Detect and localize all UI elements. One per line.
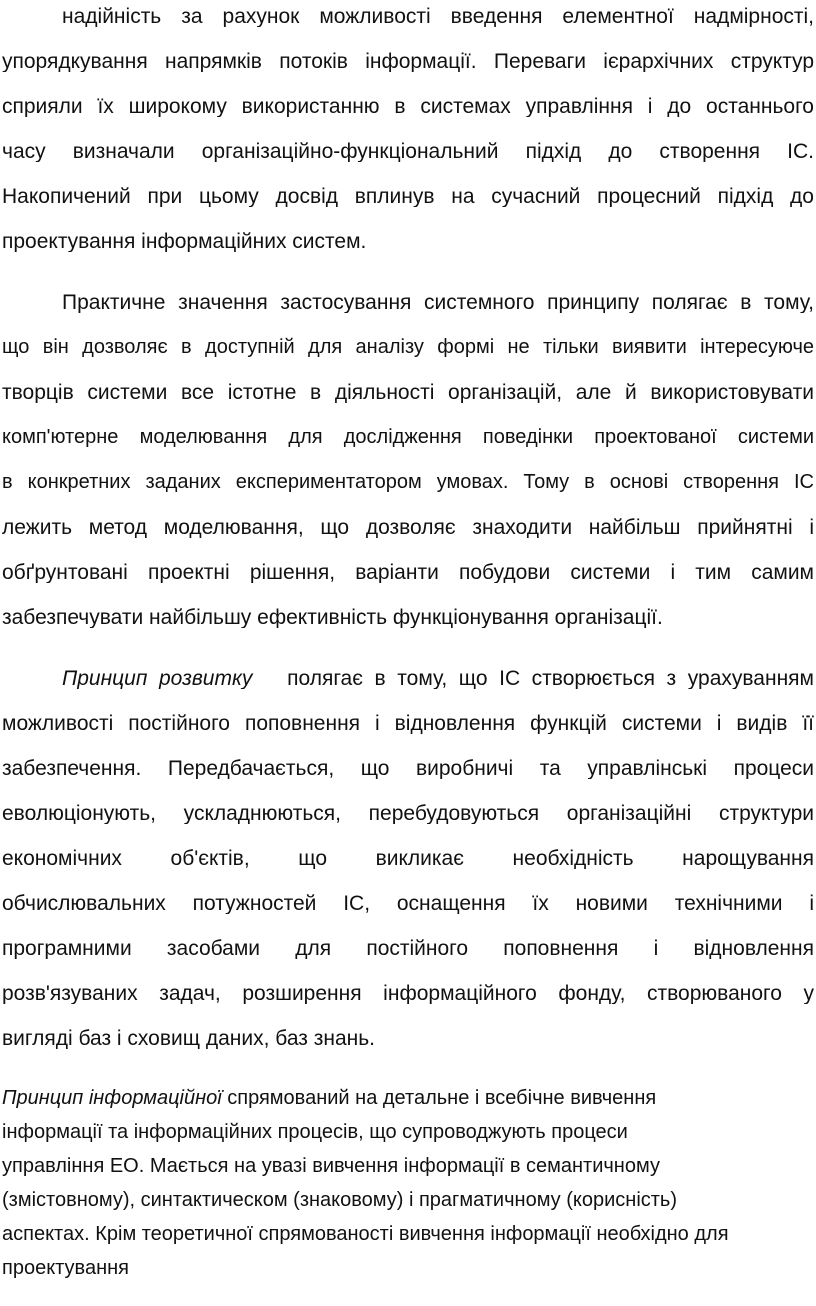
paragraph-4-line-6: проектування (2, 1258, 130, 1278)
paragraph-3-line-4: еволюціонують, ускладнюються, перебудовуються організаційні структури (2, 803, 814, 824)
paragraph-4-line-4: (змістовному), синтактическом (знаковому) і прагматичному (корисність) (2, 1190, 677, 1210)
paragraph-1-line-1: надійність за рахунок можливості введення елементної надмірності, (62, 6, 814, 27)
principle-term-informational: Принцип інформаційної (2, 1088, 222, 1108)
paragraph-4-line-1-rest: спрямований на детальне і всебічне вивчення (227, 1088, 657, 1108)
paragraph-3-line-9: вигляді баз і сховищ даних, баз знань. (2, 1028, 376, 1049)
paragraph-2-line-8: забезпечувати найбільшу ефективність функціонування організації. (2, 607, 663, 628)
paragraph-2-line-2: що він дозволяє в доступній для аналізу формі не тільки виявити інтересуюче (2, 337, 814, 357)
principle-term-development: Принцип розвитку (62, 668, 253, 689)
paragraph-2-line-1: Практичне значення застосування системного принципу полягає в тому, (62, 292, 814, 313)
paragraph-3-line-2: можливості постійного поповнення і відновлення функцій системи і видів її (2, 713, 814, 734)
paragraph-1-line-3: сприяли їх широкому використанню в системах управління і до останнього (2, 96, 814, 117)
paragraph-3-line-3: забезпечення. Передбачається, що виробничі та управлінські процеси (2, 758, 814, 779)
paragraph-1-line-6: проектування інформаційних систем. (2, 231, 367, 252)
paragraph-3-line-6: обчислювальних потужностей ІС, оснащення їх новими технічними і (2, 893, 814, 914)
paragraph-4-line-5: аспектах. Крім теоретичної спрямованості вивчення інформації необхідно для (2, 1224, 729, 1244)
paragraph-1-line-4: часу визначали організаційно-функціональний підхід до створення ІС. (2, 141, 814, 162)
paragraph-4-line-1 (2, 1088, 814, 1108)
paragraph-1-line-2: упорядкування напрямків потоків інформації. Переваги ієрархічних структур (2, 51, 814, 72)
paragraph-4-line-3: управління ЕО. Мається на увазі вивчення інформації в семантичному (2, 1156, 660, 1176)
paragraph-3-line-8: розв'язуваних задач, розширення інформаційного фонду, створюваного у (2, 983, 814, 1004)
paragraph-2-line-7: обґрунтовані проектні рішення, варіанти побудови системи і тим самим (2, 562, 814, 583)
paragraph-2-line-6: лежить метод моделювання, що дозволяє знаходити найбільш прийнятні і (2, 517, 814, 538)
paragraph-2-line-4: комп'ютерне моделювання для дослідження поведінки проектованої системи (2, 427, 814, 447)
paragraph-3-line-1-rest: полягає в тому, що ІС створюється з урахуванням (287, 668, 814, 689)
paragraph-3-line-7: програмними засобами для постійного поповнення і відновлення (2, 938, 814, 959)
paragraph-4-line-2: інформації та інформаційних процесів, що супроводжують процеси (2, 1122, 628, 1142)
paragraph-2-line-5: в конкретних заданих експериментатором умовах. Тому в основі створення ІС (2, 472, 814, 492)
paragraph-1-line-5: Накопичений при цьому досвід вплинув на сучасний процесний підхід до (2, 186, 814, 207)
paragraph-3-line-1 (62, 668, 814, 689)
paragraph-2-line-3: творців системи все істотне в діяльності організацій, але й використовувати (2, 382, 814, 403)
paragraph-3-line-5: економічних об'єктів, що викликає необхідність нарощування (2, 848, 814, 869)
